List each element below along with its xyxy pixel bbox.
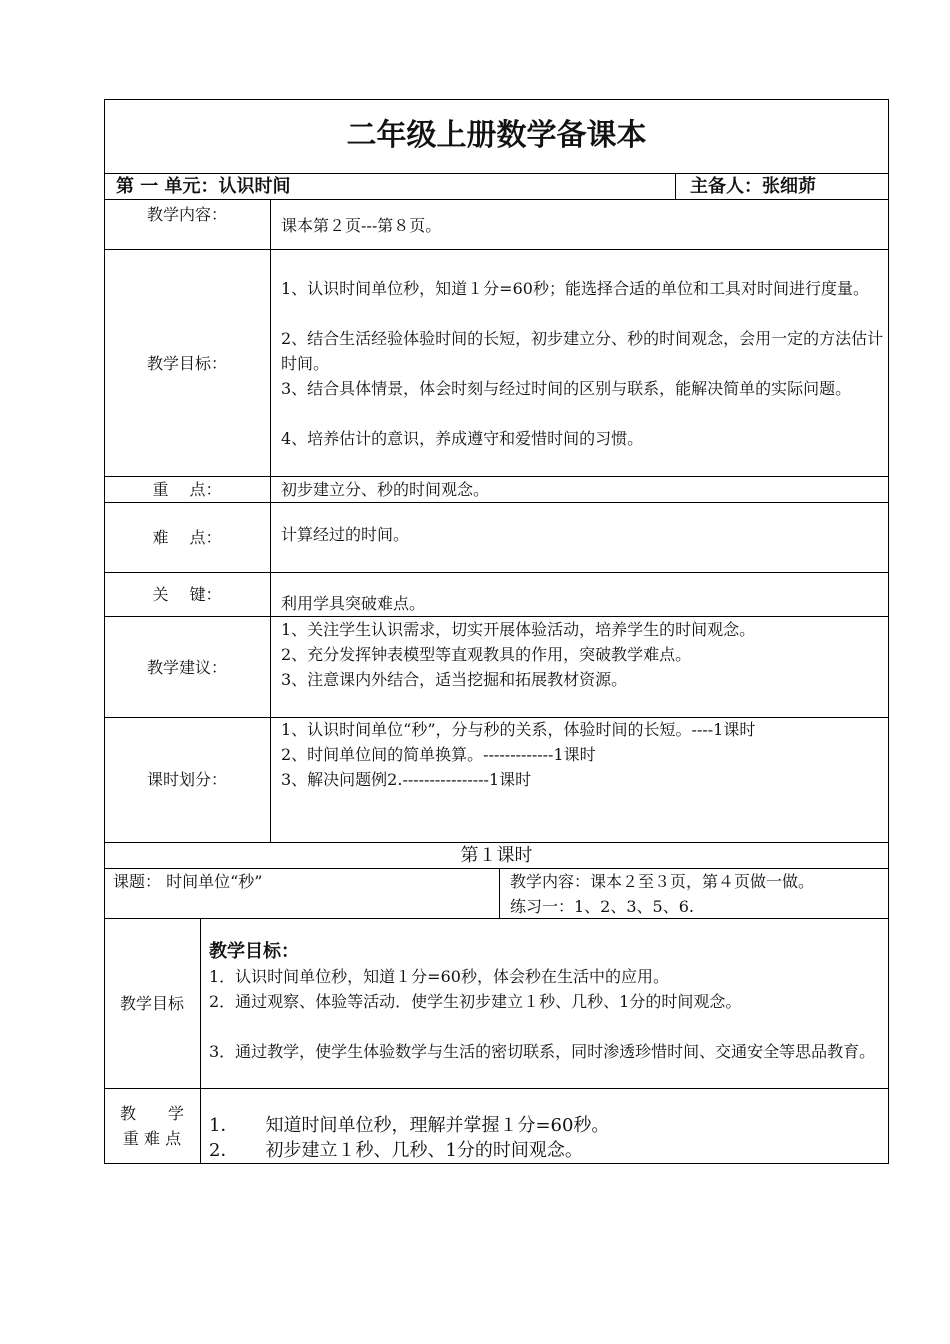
table-border-right — [888, 99, 889, 1164]
lesson-key-label: 重 难 点 — [122, 1129, 182, 1148]
divider — [200, 918, 201, 1163]
difficult-value: 计算经过的时间。 — [281, 525, 410, 544]
divider — [104, 249, 889, 250]
period-item: 1、认识时间单位“秒”，分与秒的关系，体验时间的长短。----1课时 — [281, 720, 756, 739]
lesson-goal-label: 教学目标 — [119, 994, 184, 1013]
goal-item: 4、培养估计的意识，养成遵守和爱惜时间的习惯。 — [281, 429, 644, 448]
goal-item: 3、结合具体情景，体会时刻与经过时间的区别与联系，能解决简单的实际问题。 — [281, 379, 852, 398]
divider — [104, 842, 889, 843]
periods-label: 课时划分： — [146, 770, 227, 789]
divider — [104, 717, 889, 718]
lesson-goal-item: 3．通过教学，使学生体验数学与生活的密切联系，同时渗透珍惜时间、交通安全等思品教育。 — [209, 1042, 876, 1061]
lesson-key-label: 教 学 — [119, 1104, 184, 1123]
advice-item: 2、充分发挥钟表模型等直观教具的作用，突破教学难点。 — [281, 645, 692, 664]
crucial-value: 利用学具突破难点。 — [281, 594, 426, 613]
divider — [104, 1088, 889, 1089]
goal-item: 2、结合生活经验体验时间的长短，初步建立分、秒的时间观念，会用一定的方法估计时间。 — [281, 329, 884, 373]
content-value: 课本第２页---第８页。 — [281, 216, 442, 235]
divider — [270, 199, 271, 842]
lesson-topic: 课题： 时间单位“秒” — [113, 872, 263, 891]
lesson-content-line: 练习一：1、2、3、5、6. — [510, 897, 694, 916]
lesson-goal-item: 1．认识时间单位秒，知道１分=60秒，体会秒在生活中的应用。 — [209, 967, 669, 986]
period-item: 3、解决问题例2.----------------1课时 — [281, 770, 532, 789]
lesson-content-line: 教学内容：课本２至３页，第４页做一做。 — [510, 872, 815, 891]
goal-item: 1、认识时间单位秒，知道１分=60秒；能选择合适的单位和工具对时间进行度量。 — [281, 279, 869, 298]
advice-item: 1、关注学生认识需求，切实开展体验活动，培养学生的时间观念。 — [281, 620, 756, 639]
crucial-label: 关 键： — [152, 585, 222, 604]
key-label: 重 点： — [152, 480, 222, 499]
divider — [104, 476, 889, 477]
page-title: 二年级上册数学备课本 — [346, 118, 647, 153]
table-border-top — [104, 99, 889, 100]
lesson-header: 第１课时 — [460, 845, 533, 866]
divider — [675, 173, 676, 199]
divider — [104, 572, 889, 573]
lesson-key-item: 2． 初步建立１秒、几秒、1分的时间观念。 — [209, 1140, 583, 1161]
divider — [104, 918, 889, 919]
advice-item: 3、注意课内外结合，适当挖掘和拓展教材资源。 — [281, 670, 628, 689]
lesson-goal-heading: 教学目标： — [209, 941, 299, 962]
lesson-key-item: 1． 知道时间单位秒，理解并掌握１分=60秒。 — [209, 1115, 610, 1136]
divider — [104, 199, 889, 200]
lesson-goal-item: 2．通过观察、体验等活动．使学生初步建立１秒、几秒、1分的时间观念。 — [209, 992, 742, 1011]
content-label: 教学内容： — [146, 205, 227, 224]
key-value: 初步建立分、秒的时间观念。 — [281, 480, 490, 499]
advice-label: 教学建议： — [146, 658, 227, 677]
period-item: 2、时间单位间的简单换算。-------------1课时 — [281, 745, 596, 764]
divider — [104, 173, 889, 174]
divider — [104, 868, 889, 869]
goals-label: 教学目标： — [146, 354, 227, 373]
unit-label: 第 一 单元：认识时间 — [116, 176, 291, 197]
divider — [104, 616, 889, 617]
divider — [499, 868, 500, 918]
divider — [104, 502, 889, 503]
table-border-bottom — [104, 1163, 889, 1164]
preparer-label: 主备人：张细茆 — [690, 176, 816, 197]
difficult-label: 难 点： — [152, 528, 222, 547]
